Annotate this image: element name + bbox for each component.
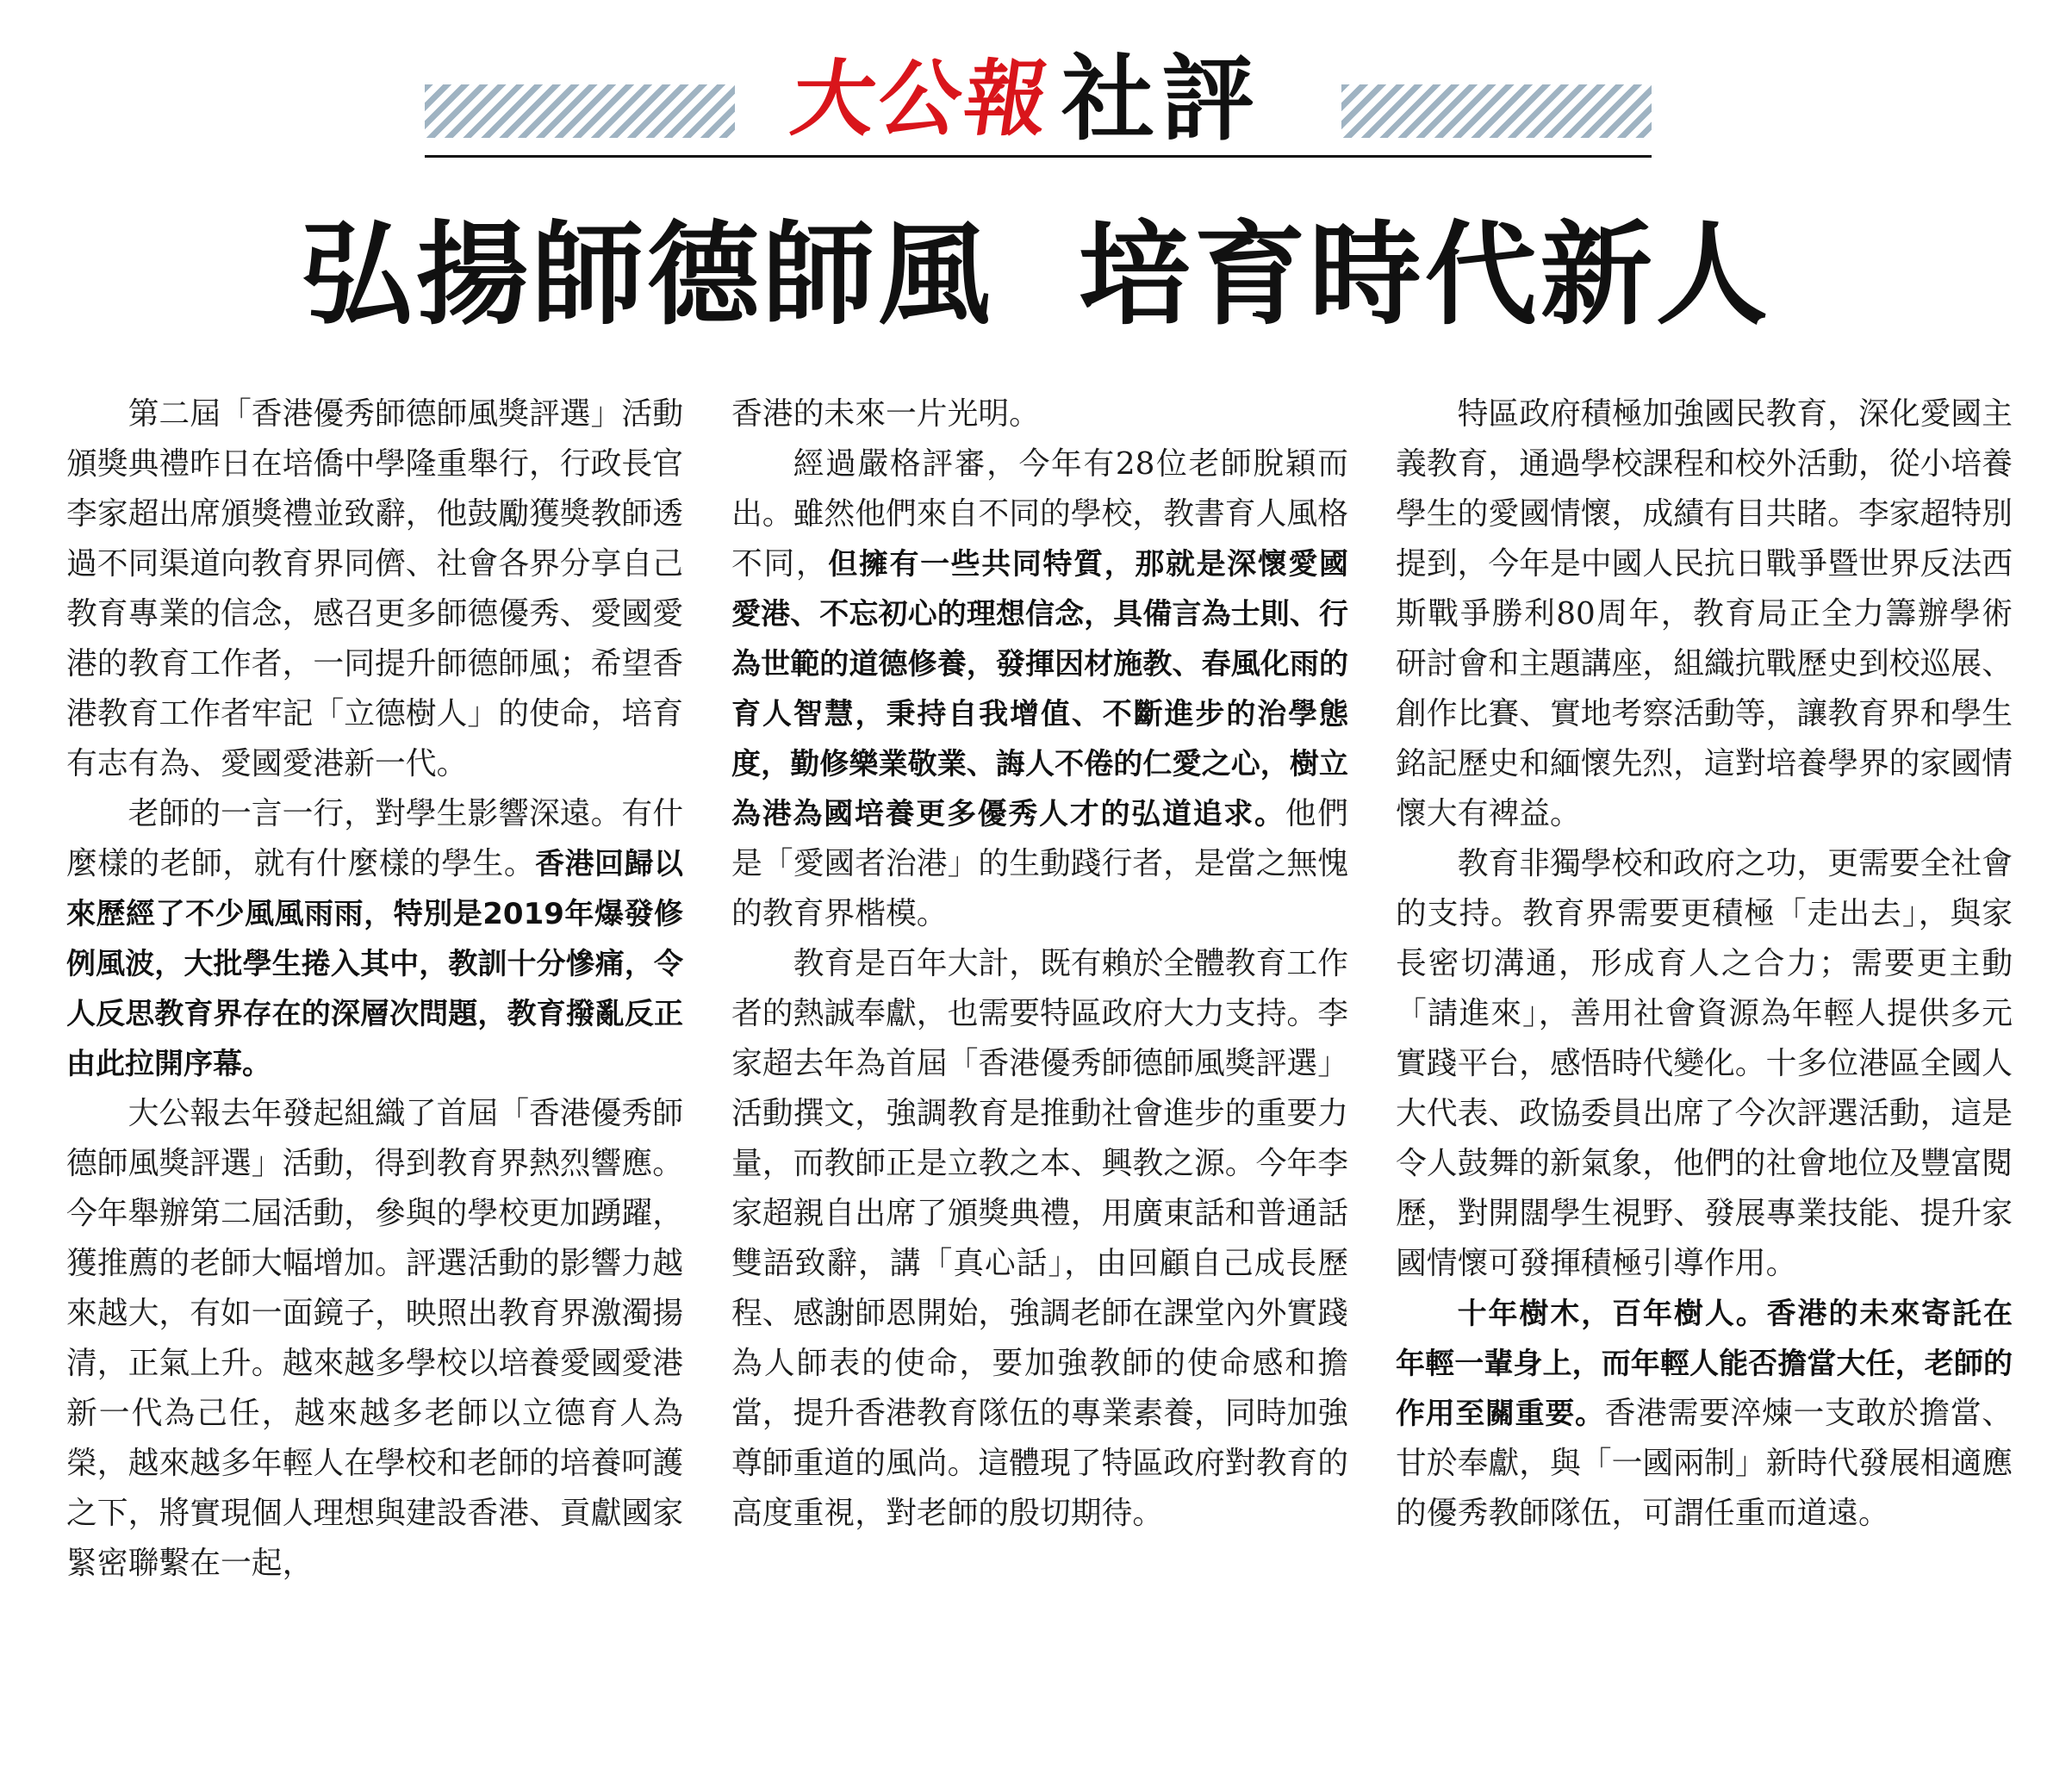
masthead	[786, 43, 1310, 155]
body-text: 他們是「愛國者治港」的生動踐行者，是當之無愧的教育界楷模。	[731, 796, 1349, 931]
body-text: 教育非獨學校和政府之功，更需要全社會的支持。教育界需要更積極「走出去」，與家長密切溝通，形成育人之合力；需要更主動「請進來」，善用社會資源為年輕人提供多元實踐平台，感悟時代變化。十多位港區全國人大代表、政協委員出席了今次評選活動，這是令人鼓舞的新氣象，他們的社會地位及豐富閱歷，對開闊學生視野、發展專業技能、提升家國情懷可發揮積極引導作用。	[1396, 846, 2013, 1281]
body-text: 經過嚴格評審，今年有28位老師脫穎而出。雖然他們來自不同的學校，教書育人風格不同，	[731, 446, 1348, 582]
article-column-3	[1396, 389, 2013, 1768]
article-paragraph	[731, 939, 1348, 1539]
masthead-hatch-right	[1341, 84, 1652, 138]
masthead-rule	[425, 155, 1652, 158]
section-title: 社評	[1061, 45, 1262, 153]
body-text: 老師的一言一行，對學生影響深遠。有什麼樣的老師，就有什麼樣的學生。	[66, 796, 683, 881]
article-paragraph	[731, 439, 1348, 939]
body-text: 教育是百年大計，既有賴於全體教育工作者的熱誠奉獻，也需要特區政府大力支持。李家超去年為首屆「香港優秀師德師風獎評選」活動撰文，強調教育是推動社會進步的重要力量，而教師正是立教之本、興教之源。今年李家超親自出席了頒獎典禮，用廣東話和普通話雙語致辭，講「真心話」，由回顧自己成長歷程、感謝師恩開始，強調老師在課堂內外實踐為人師表的使命，要加強教師的使命感和擔當，提升香港教育隊伍的專業素養，同時加強尊師重道的風尚。這體現了特區政府對教育的高度重視，對老師的殷切期待。	[731, 946, 1348, 1531]
masthead-hatch-left	[425, 84, 735, 138]
emphasis-text: 十年樹木，百年樹人。香港的未來寄託在年輕一輩身上，而年輕人能否擔當大任，老師的作用至關重要。	[1396, 1297, 2013, 1431]
newspaper-logo: 大公報	[786, 51, 1058, 147]
body-text: 特區政府積極加強國民教育，深化愛國主義教育，通過學校課程和校外活動，從小培養學生的愛國情懷，成績有目共睹。李家超特別提到，今年是中國人民抗日戰爭暨世界反法西斯戰爭勝利80周年，教育局正全力籌辦學術研討會和主題講座，組織抗戰歷史到校巡展、創作比賽、實地考察活動等，讓教育界和學生銘記歷史和緬懷先烈，這對培養學界的家國情懷大有裨益。	[1396, 396, 2013, 831]
body-text: 大公報去年發起組織了首屆「香港優秀師德師風獎評選」活動，得到教育界熱烈響應。今年舉辦第二屆活動，參與的學校更加踴躍，獲推薦的老師大幅增加。評選活動的影響力越來越大，有如一面鏡子，映照出教育界激濁揚清，正氣上升。越來越多學校以培養愛國愛港新一代為己任，越來越多老師以立德育人為榮，越來越多年輕人在學校和老師的培養呵護之下，將實現個人理想與建設香港、貢獻國家緊密聯繫在一起，	[66, 1096, 683, 1581]
article-paragraph	[731, 389, 1348, 439]
body-text: 第二屆「香港優秀師德師風獎評選」活動頒獎典禮昨日在培僑中學隆重舉行，行政長官李家超出席頒獎禮並致辭，他鼓勵獲獎教師透過不同渠道向教育界同儕、社會各界分享自己教育專業的信念，感召更多師德優秀、愛國愛港的教育工作者，一同提升師德師風；希望香港教育工作者牢記「立德樹人」的使命，培育有志有為、愛國愛港新一代。	[66, 396, 683, 781]
article-paragraph	[66, 1089, 683, 1589]
article-column-2	[731, 389, 1348, 1768]
body-text: 香港需要淬煉一支敢於擔當、甘於奉獻，與「一國兩制」新時代發展相適應的優秀教師隊伍，可謂任重而道遠。	[1396, 1396, 2013, 1531]
article-paragraph	[1396, 389, 2013, 839]
editorial-headline: 弘揚師德師風 培育時代新人	[301, 209, 1771, 340]
article-paragraph	[1396, 839, 2013, 1289]
article-paragraph	[1396, 1289, 2013, 1539]
article-paragraph	[66, 789, 683, 1089]
emphasis-text: 香港回歸以來歷經了不少風風雨雨，特別是2019年爆發修例風波，大批學生捲入其中，教訓十分慘痛，令人反思教育界存在的深層次問題，教育撥亂反正由此拉開序幕。	[66, 847, 684, 1081]
article-paragraph	[66, 389, 683, 789]
article-column-1	[66, 389, 683, 1768]
emphasis-text: 但擁有一些共同特質，那就是深懷愛國愛港、不忘初心的理想信念，具備言為士則、行為世範的道德修養，發揮因材施教、春風化雨的育人智慧，秉持自我增值、不斷進步的治學態度，勤修樂業敬業、誨人不倦的仁愛之心，樹立為港為國培養更多優秀人才的弘道追求。	[731, 547, 1349, 831]
body-text: 香港的未來一片光明。	[731, 396, 1040, 432]
